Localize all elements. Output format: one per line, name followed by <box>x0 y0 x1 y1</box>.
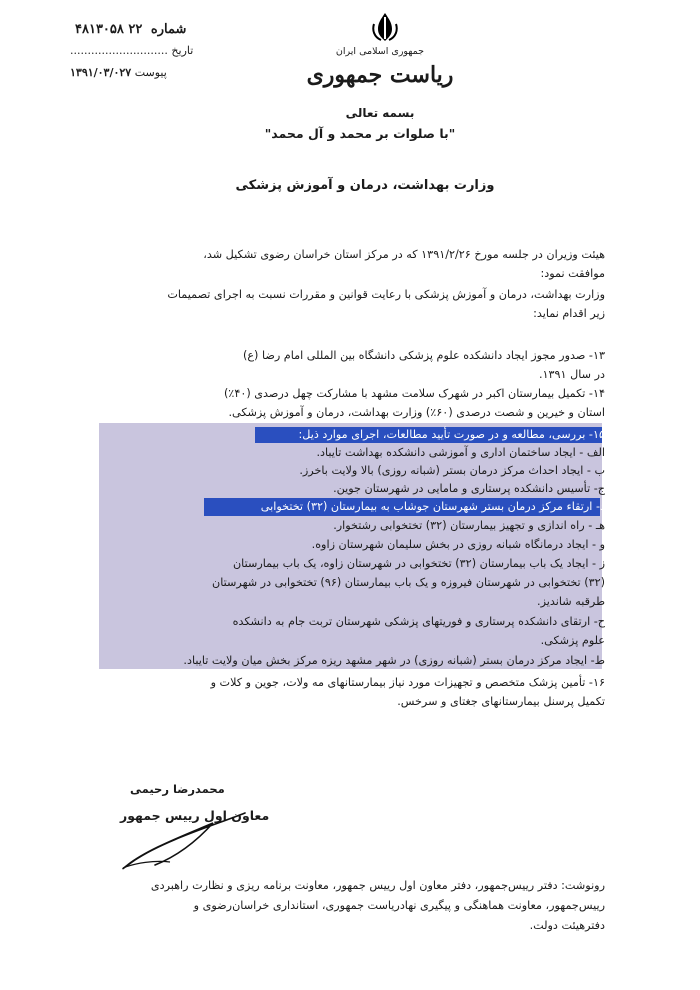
body-line: موافقت نمود: <box>540 267 605 280</box>
signer-title: معاون اول رییس جمهور <box>120 808 270 823</box>
presidency-title: ریاست جمهوری <box>306 62 454 88</box>
letter-date-value: ۱۳۹۱/۰۳/۰۲۷ <box>70 66 132 79</box>
item-15-vav[interactable]: و - ایجاد درمانگاه شبانه روزی در بخش سلیمان شهرستان زاوه. <box>311 538 605 551</box>
cc-line: رونوشت: دفتر رییس‌جمهور، دفتر معاون اول رییس جمهور، معاونت برنامه ریزی و نظارت راهبردی <box>150 879 605 892</box>
body-line[interactable]: علوم پزشکی. <box>540 634 605 647</box>
salawat: "با صلوات بر محمد و آل محمد" <box>264 126 456 141</box>
item-15-be[interactable]: ب - ایجاد احداث مرکز درمان بستر (شبانه روزی) بالا ولایت باخرز. <box>299 464 605 477</box>
dotted-leader: ............................ <box>70 44 168 57</box>
body-line: استان و خیرین و شصت درصدی (۶۰٪) وزارت بهداشت، درمان و آموزش پزشکی. <box>228 406 605 419</box>
body-line: وزارت بهداشت، درمان و آموزش پزشکی با رعایت قوانین و مقررات نسبت به اجرای تصمیمات <box>167 288 605 301</box>
item-15-ze[interactable]: ز - ایجاد یک باب بیمارستان (۳۲) تختخوابی در شهرستان زاوه، یک باب بیمارستان <box>232 557 605 570</box>
cc-line: رییس‌جمهور، معاونت هماهنگی و پیگیری نهادریاست جمهوری، استانداری خراسان‌رضوی و <box>193 899 605 912</box>
item-15-alef[interactable]: الف - ایجاد ساختمان اداری و آموزشی دانشکده بهداشت تایباد. <box>316 446 605 459</box>
body-line: زیر اقدام نماید: <box>533 307 605 320</box>
letter-attachment-label: پیوست <box>134 66 167 79</box>
item-15-dal[interactable]: د- ارتقاء مرکز درمان بستر شهرستان جوشاب به بیمارستان (۳۲) تختخوابی <box>260 500 605 513</box>
item-16: ۱۶- تأمین پزشک متخصص و تجهیزات مورد نیاز بیمارستانهای مه ولات، جوین و کلات و <box>210 676 605 689</box>
signer-name: محمدرضا رحیمی <box>130 782 225 796</box>
item-15-he[interactable]: هـ - راه اندازی و تجهیز بیمارستان (۳۲) تختخوابی رشتخوار. <box>333 519 605 532</box>
item-14: ۱۴- تکمیل بیمارستان اکبر در شهرک سلامت مشهد با مشارکت چهل درصدی (۴۰٪) <box>223 387 605 400</box>
iran-emblem-icon <box>368 10 402 44</box>
item-15[interactable]: ۱۵- بررسی، مطالعه و در صورت تأیید مطالعات، اجرای موارد ذیل: <box>298 428 605 441</box>
republic-line: جمهوری اسلامی ایران <box>335 46 425 57</box>
body-line: هیئت وزیران در جلسه مورخ ۱۳۹۱/۲/۲۶ که در مرکز استان خراسان رضوی تشکیل شد، <box>203 248 605 261</box>
item-15-he2[interactable]: ح- ارتقای دانشکده پرستاری و فوریتهای پزشکی شهرستان تربت جام به دانشکده <box>232 615 605 628</box>
letter-number-value: ۴۸۱۳۰۵۸ ۲۲ <box>75 22 143 37</box>
item-15-jim[interactable]: ج- تأسیس دانشکده پرستاری و مامایی در شهرستان جوین. <box>333 482 605 495</box>
letter-date-label: تاریخ <box>171 44 194 57</box>
cc-line: دفترهیئت دولت. <box>529 919 605 932</box>
recipient-heading: وزارت بهداشت، درمان و آموزش پزشکی <box>235 178 495 193</box>
bismillah: بسمه تعالی <box>345 106 415 120</box>
body-line[interactable]: (۳۲) تختخوابی در شهرستان فیروزه و یک باب بیمارستان (۹۶) تختخوابی در شهرستان <box>212 576 605 589</box>
signature-icon <box>95 805 255 875</box>
body-line: تکمیل پرسنل بیمارستانهای جغتای و سرخس. <box>397 695 605 708</box>
item-13: ۱۳- صدور مجوز ایجاد دانشکده علوم پزشکی دانشگاه بین المللی امام رضا (ع) <box>242 349 605 362</box>
body-line: در سال ۱۳۹۱. <box>538 368 605 381</box>
letter-number <box>75 22 186 37</box>
item-15-ta[interactable]: ط- ایجاد مرکز درمان بستر (شبانه روزی) در شهر مشهد ریزه مرکز بخش میان ولایت تایباد. <box>183 654 605 667</box>
letter-number-label: شماره <box>150 22 187 37</box>
body-line[interactable]: طرقبه شاندیز. <box>537 595 605 608</box>
